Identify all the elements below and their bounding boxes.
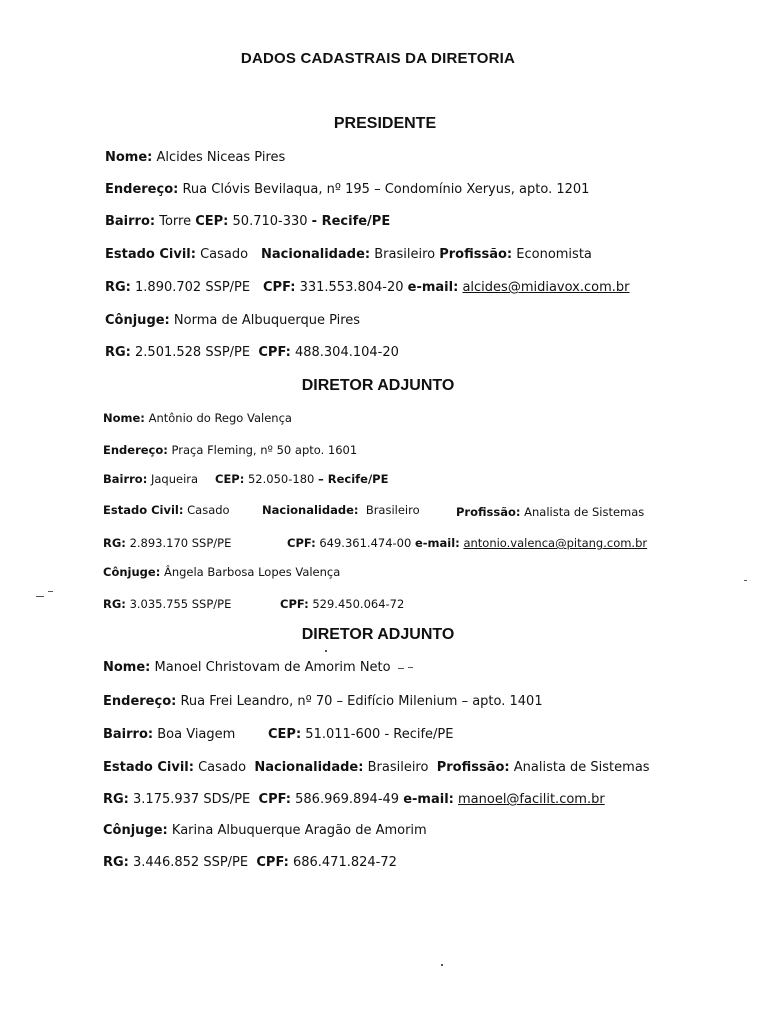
diretor1-conjuge-rg: 3.035.755 SSP/PE <box>129 597 232 611</box>
diretor1-endereco: Praça Fleming, nº 50 apto. 1601 <box>171 443 358 457</box>
label-cpf: CPF: <box>280 597 309 611</box>
diretor2-cpf: 586.969.894-49 <box>295 792 400 807</box>
label-nacionalidade: Nacionalidade: <box>254 760 364 775</box>
section-heading-diretor-adjunto-1: DIRETOR ADJUNTO <box>301 377 455 394</box>
label-nome: Nome: <box>103 660 151 675</box>
diretor1-cidade: – Recife/PE <box>317 472 389 486</box>
diretor1-conjuge-line <box>103 565 340 579</box>
diretor2-cep: 51.011-600 <box>305 727 381 742</box>
diretor1-estado-civil: Casado <box>187 503 230 517</box>
label-bairro: Bairro: <box>103 727 154 742</box>
presidente-nome: Alcides Niceas Pires <box>156 150 286 165</box>
label-cep: CEP: <box>268 727 302 742</box>
label-profissao: Profissão: <box>436 760 510 775</box>
presidente-rg-line <box>105 280 630 298</box>
label-rg: RG: <box>103 597 126 611</box>
label-cpf: CPF: <box>287 536 316 550</box>
diretor2-conjuge-rg: 3.446.852 SSP/PE <box>133 855 249 870</box>
diretor2-rg: 3.175.937 SDS/PE <box>133 792 251 807</box>
presidente-rg: 1.890.702 SSP/PE <box>135 280 251 295</box>
diretor1-bairro-line <box>103 472 503 488</box>
diretor1-bairro: Jaqueira <box>150 472 199 486</box>
label-profissao: Profissão: <box>456 505 521 519</box>
label-rg: RG: <box>105 345 131 360</box>
presidente-nacionalidade: Brasileiro <box>374 247 436 262</box>
diretor2-profissao: Analista de Sistemas <box>513 760 650 775</box>
label-cpf: CPF: <box>258 792 291 807</box>
label-nome: Nome: <box>103 411 145 425</box>
diretor2-nome: Manoel Christovam de Amorim Neto <box>154 660 391 675</box>
label-rg: RG: <box>103 855 129 870</box>
label-cpf: CPF: <box>256 855 289 870</box>
label-endereco: Endereço: <box>103 443 168 457</box>
presidente-nome-line <box>105 150 285 165</box>
presidente-bairro: Torre <box>159 214 192 229</box>
label-conjuge: Cônjuge: <box>103 823 168 838</box>
diretor1-rg-line <box>103 536 663 552</box>
label-conjuge: Cônjuge: <box>103 565 161 579</box>
label-endereco: Endereço: <box>103 694 177 709</box>
label-cep: CEP: <box>195 214 229 229</box>
diretor2-cidade: - Recife/PE <box>384 727 454 742</box>
presidente-cidade: - Recife/PE <box>311 214 391 229</box>
diretor1-rg: 2.893.170 SSP/PE <box>129 536 232 550</box>
label-estado-civil: Estado Civil: <box>103 503 184 517</box>
diretor2-conjuge-cpf: 686.471.824-72 <box>292 855 397 870</box>
diretor2-conjuge-line <box>103 823 427 838</box>
label-conjuge: Cônjuge: <box>105 313 170 328</box>
diretor2-endereco-line <box>103 694 543 709</box>
presidente-email-link[interactable]: alcides@midiavox.com.br <box>462 280 630 295</box>
presidente-conjuge-rg: 2.501.528 SSP/PE <box>135 345 251 360</box>
label-cpf: CPF: <box>258 345 291 360</box>
label-email: e-mail: <box>407 280 459 295</box>
label-estado-civil: Estado Civil: <box>105 247 196 262</box>
label-bairro: Bairro: <box>103 472 148 486</box>
scan-speck <box>48 591 53 592</box>
label-rg: RG: <box>103 792 129 807</box>
presidente-conjuge-line <box>105 313 360 328</box>
diretor1-nome-line <box>103 411 292 425</box>
label-estado-civil: Estado Civil: <box>103 760 194 775</box>
diretor2-nome-line <box>103 660 391 675</box>
presidente-endereco: Rua Clóvis Bevilaqua, nº 195 – Condomínio Xeryus, apto. 1201 <box>182 182 590 197</box>
label-nacionalidade: Nacionalidade: <box>261 247 371 262</box>
presidente-bairro-line <box>105 214 390 229</box>
presidente-cpf: 331.553.804-20 <box>299 280 404 295</box>
diretor2-nacionalidade: Brasileiro <box>367 760 429 775</box>
label-profissao: Profissão: <box>439 247 513 262</box>
presidente-conjuge-docs-line <box>105 345 399 360</box>
diretor2-estado-civil-line <box>103 760 650 775</box>
diretor2-estado-civil: Casado <box>198 760 247 775</box>
presidente-conjuge: Norma de Albuquerque Pires <box>173 313 361 328</box>
section-heading-presidente: PRESIDENTE <box>333 115 437 132</box>
diretor1-nacionalidade: Brasileiro <box>365 503 420 517</box>
label-bairro: Bairro: <box>105 214 156 229</box>
diretor2-rg-line <box>103 792 605 807</box>
scan-speck <box>408 667 413 668</box>
presidente-cep: 50.710-330 <box>232 214 308 229</box>
scan-speck <box>36 596 44 597</box>
presidente-estado-civil: Casado <box>200 247 249 262</box>
scan-speck <box>744 580 747 581</box>
scan-speck <box>325 650 327 652</box>
document-title: DADOS CADASTRAIS DA DIRETORIA <box>240 50 516 67</box>
scan-speck <box>398 668 404 669</box>
presidente-profissao: Economista <box>516 247 592 262</box>
label-endereco: Endereço: <box>105 182 179 197</box>
label-cep: CEP: <box>215 472 245 486</box>
diretor2-endereco: Rua Frei Leandro, nº 70 – Edifício Milenium – apto. 1401 <box>180 694 543 709</box>
label-email: e-mail: <box>414 536 460 550</box>
scan-speck <box>441 964 443 966</box>
diretor1-conjuge-docs-line <box>103 597 503 613</box>
label-rg: RG: <box>103 536 126 550</box>
diretor1-estado-civil-line <box>103 503 663 519</box>
diretor1-profissao: Analista de Sistemas <box>524 505 645 519</box>
presidente-conjuge-cpf: 488.304.104-20 <box>294 345 399 360</box>
diretor1-conjuge: Ângela Barbosa Lopes Valença <box>163 565 341 579</box>
diretor2-bairro: Boa Viagem <box>157 727 236 742</box>
diretor1-nome: Antônio do Rego Valença <box>148 411 292 425</box>
diretor1-email-link[interactable]: antonio.valenca@pitang.com.br <box>463 536 648 550</box>
diretor1-cpf: 649.361.474-00 <box>319 536 412 550</box>
label-rg: RG: <box>105 280 131 295</box>
presidente-endereco-line <box>105 182 589 197</box>
section-heading-diretor-adjunto-2: DIRETOR ADJUNTO <box>301 626 455 643</box>
diretor2-email-link[interactable]: manoel@facilit.com.br <box>458 792 605 807</box>
diretor2-conjuge-docs-line <box>103 855 397 870</box>
diretor1-endereco-line <box>103 443 357 457</box>
diretor1-cep: 52.050-180 <box>247 472 315 486</box>
label-nacionalidade: Nacionalidade: <box>262 503 359 517</box>
diretor2-conjuge: Karina Albuquerque Aragão de Amorim <box>171 823 427 838</box>
diretor2-bairro-line <box>103 727 503 745</box>
presidente-estado-civil-line <box>105 247 592 265</box>
label-nome: Nome: <box>105 150 153 165</box>
diretor1-conjuge-cpf: 529.450.064-72 <box>312 597 405 611</box>
label-email: e-mail: <box>403 792 454 807</box>
label-cpf: CPF: <box>263 280 296 295</box>
